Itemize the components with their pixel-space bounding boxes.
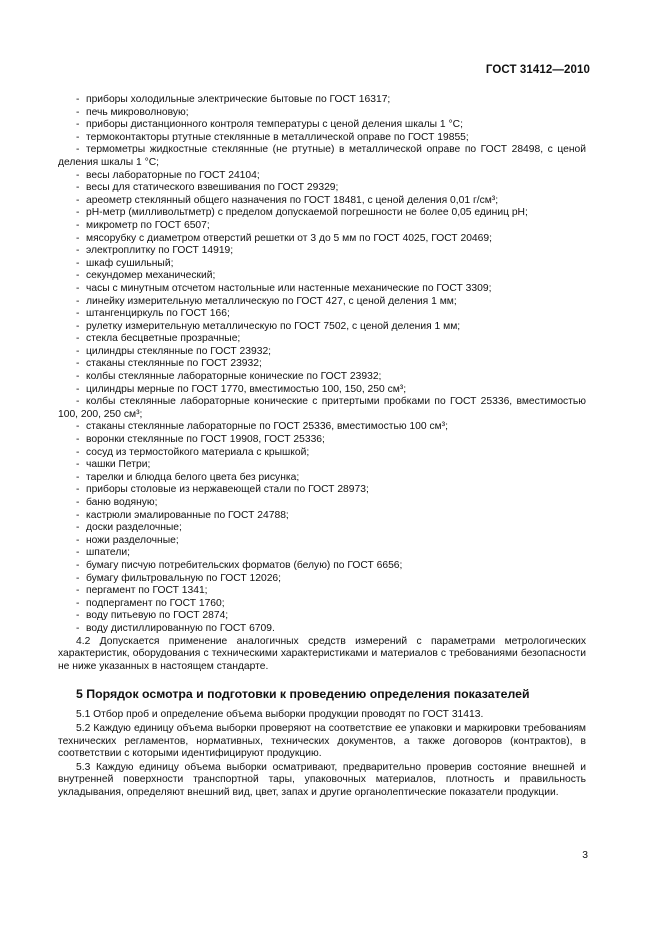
paragraph-5-3: 5.3 Каждую единицу объема выборки осматривают, предварительно проверив состояние внешней и внутренней поверхности транспортной тары, упаковочных материалов, плотность и правильность укладывания, определяют внешний вид, цвет, запах и другие органолептические показатели продукции. [58,761,586,798]
list-item-text: стаканы стеклянные лабораторные по ГОСТ 25336, вместимостью 100 см³; [86,421,448,433]
list-dash: - [76,358,80,370]
list-dash: - [76,497,80,508]
list-item-text: штангенциркуль по ГОСТ 166; [86,308,230,320]
list-item [58,585,586,598]
list-dash: - [76,383,80,395]
list-item-text: стаканы стеклянные по ГОСТ 23932; [86,358,262,370]
list-item [58,258,586,271]
list-item [58,484,586,497]
list-dash: - [76,194,80,206]
list-dash: - [76,622,80,634]
list-item-text: чашки Петри; [86,459,151,471]
list-dash: - [76,219,80,231]
list-item-text: ножи разделочные; [86,534,179,546]
list-item [58,447,586,460]
list-item-text: колбы стеклянные лабораторные конические с притертыми пробками по ГОСТ 25336, вместимостью 100, 200, 250 см³; [58,396,586,420]
list-item [58,107,586,120]
list-item [58,459,586,472]
list-item-text: линейку измерительную металлическую по ГОСТ 427, с ценой деления 1 мм; [86,295,457,307]
list-dash: - [76,320,80,332]
list-item-text: воду дистиллированную по ГОСТ 6709. [86,622,275,634]
list-item-text: кастрюли эмалированные по ГОСТ 24788; [86,509,289,521]
list-dash: - [76,559,80,571]
list-item [58,195,586,208]
list-item-text: шкаф сушильный; [86,257,174,269]
list-item [58,207,586,220]
list-item-text: подпергамент по ГОСТ 1760; [86,597,225,609]
list-item-text: весы для статического взвешивания по ГОСТ 29329; [86,182,339,194]
list-dash: - [76,282,80,294]
list-item-text: цилиндры стеклянные по ГОСТ 23932; [86,345,272,357]
list-item [58,220,586,233]
list-item-text: шпатели; [86,547,130,559]
list-item [58,283,586,296]
list-item [58,119,586,132]
list-item [58,371,586,384]
list-item-text: мясорубку с диаметром отверстий решетки от 3 до 5 мм по ГОСТ 4025, ГОСТ 20469; [86,232,492,244]
list-item-text: ареометр стеклянный общего назначения по ГОСТ 18481, с ценой деления 0,01 г/см³; [86,194,499,206]
list-dash: - [76,446,80,458]
list-item-text: термометры жидкостные стеклянные (не ртутные) в металлической оправе по ГОСТ 28498, с ценой деления шкалы 1 °С; [58,144,586,168]
list-item-text: приборы столовые из нержавеющей стали по ГОСТ 28973; [86,484,369,496]
list-item-text: приборы холодильные электрические бытовые по ГОСТ 16317; [86,94,391,105]
list-item [58,270,586,283]
list-item-text: сосуд из термостойкого материала с крышкой; [86,446,310,458]
list-item-text: тарелки и блюдца белого цвета без рисунка; [86,471,300,483]
list-item [58,510,586,523]
list-dash: - [76,119,80,131]
list-item-text: микрометр по ГОСТ 6507; [86,219,210,231]
list-item-text: бумагу фильтровальную по ГОСТ 12026; [86,572,282,584]
list-item [58,144,586,169]
list-item [58,547,586,560]
standard-number-header: ГОСТ 31412—2010 [485,64,590,76]
list-item-text: секундомер механический; [86,270,216,282]
list-item [58,497,586,510]
list-dash: - [76,345,80,357]
list-dash: - [76,572,80,584]
list-item-text: баню водяную; [86,497,158,508]
list-dash: - [76,207,80,219]
list-item-text: стекла бесцветные прозрачные; [86,333,241,345]
list-item-text: рулетку измерительную металлическую по ГОСТ 7502, с ценой деления 1 мм; [86,320,461,332]
list-item [58,421,586,434]
list-item [58,560,586,573]
page-number: 3 [582,850,588,861]
paragraph-5-2: 5.2 Каждую единицу объема выборки проверяют на соответствие ее упаковки и маркировки требованиям технических регламентов, нормативных, технических документов, а также договоров (контрактов), в соответствии с которыми идентифицируют продукцию. [58,722,586,760]
list-dash: - [76,94,80,105]
list-item [58,170,586,183]
list-item [58,598,586,611]
list-item-text: воду питьевую по ГОСТ 2874; [86,610,229,622]
list-item-text: часы с минутным отсчетом настольные или настенные механические по ГОСТ 3309; [86,282,492,294]
list-dash: - [76,169,80,181]
list-item-text: пергамент по ГОСТ 1341; [86,585,208,597]
list-item [58,346,586,359]
list-dash: - [76,522,80,534]
list-dash: - [76,484,80,496]
list-item [58,434,586,447]
equipment-list [58,94,586,636]
list-item-text: термоконтакторы ртутные стеклянные в металлической оправе по ГОСТ 19855; [86,131,469,143]
list-dash: - [76,295,80,307]
list-item [58,132,586,145]
list-dash: - [76,471,80,483]
list-dash: - [76,434,80,446]
list-dash: - [76,308,80,320]
list-dash: - [76,182,80,194]
list-dash: - [76,131,80,143]
list-item [58,245,586,258]
page-content [58,94,586,799]
list-item [58,233,586,246]
list-dash: - [76,597,80,609]
list-item-text: воронки стеклянные по ГОСТ 19908, ГОСТ 25336; [86,434,325,446]
list-item [58,308,586,321]
list-item [58,384,586,397]
list-dash: - [76,144,80,156]
list-item [58,296,586,309]
list-item [58,321,586,334]
list-dash: - [76,257,80,269]
list-item [58,522,586,535]
list-dash: - [76,270,80,282]
list-dash: - [76,396,80,408]
paragraph-4-2: 4.2 Допускается применение аналогичных средств измерений с параметрами метрологических характеристик, оборудования с техническими характеристиками и материалов с требованиями безопасности не ниже указанных в настоящем стандарте. [58,635,586,672]
list-item [58,535,586,548]
list-item [58,333,586,346]
list-item-text: печь микроволновую; [86,106,189,118]
list-dash: - [76,106,80,118]
list-dash: - [76,610,80,622]
list-item-text: электроплитку по ГОСТ 14919; [86,245,234,257]
list-item [58,472,586,485]
list-item-text: колбы стеклянные лабораторные конические по ГОСТ 23932; [86,371,382,383]
list-item-text: приборы дистанционного контроля температуры с ценой деления шкалы 1 °С; [86,119,463,131]
list-item-text: доски разделочные; [86,522,182,534]
list-item-text: весы лабораторные по ГОСТ 24104; [86,169,260,181]
list-item [58,94,586,107]
section-5-heading: 5 Порядок осмотра и подготовки к проведению определения показателей [76,687,530,702]
list-dash: - [76,421,80,433]
list-dash: - [76,534,80,546]
list-item [58,573,586,586]
list-dash: - [76,509,80,521]
list-item-text: цилиндры мерные по ГОСТ 1770, вместимостью 100, 150, 250 см³; [86,383,407,395]
list-item [58,610,586,623]
list-dash: - [76,232,80,244]
paragraph-5-1: 5.1 Отбор проб и определение объема выборки продукции проводят по ГОСТ 31413. [76,709,484,721]
list-dash: - [76,245,80,257]
list-dash: - [76,459,80,471]
list-item-text: бумагу писчую потребительских форматов (белую) по ГОСТ 6656; [86,559,403,571]
list-dash: - [76,547,80,559]
list-item [58,358,586,371]
list-dash: - [76,585,80,597]
list-dash: - [76,333,80,345]
list-item-text: рН-метр (милливольтметр) с пределом допускаемой погрешности не более 0,05 единиц рН; [86,207,528,219]
list-item [58,396,586,421]
list-dash: - [76,371,80,383]
list-item [58,623,586,636]
list-item [58,182,586,195]
